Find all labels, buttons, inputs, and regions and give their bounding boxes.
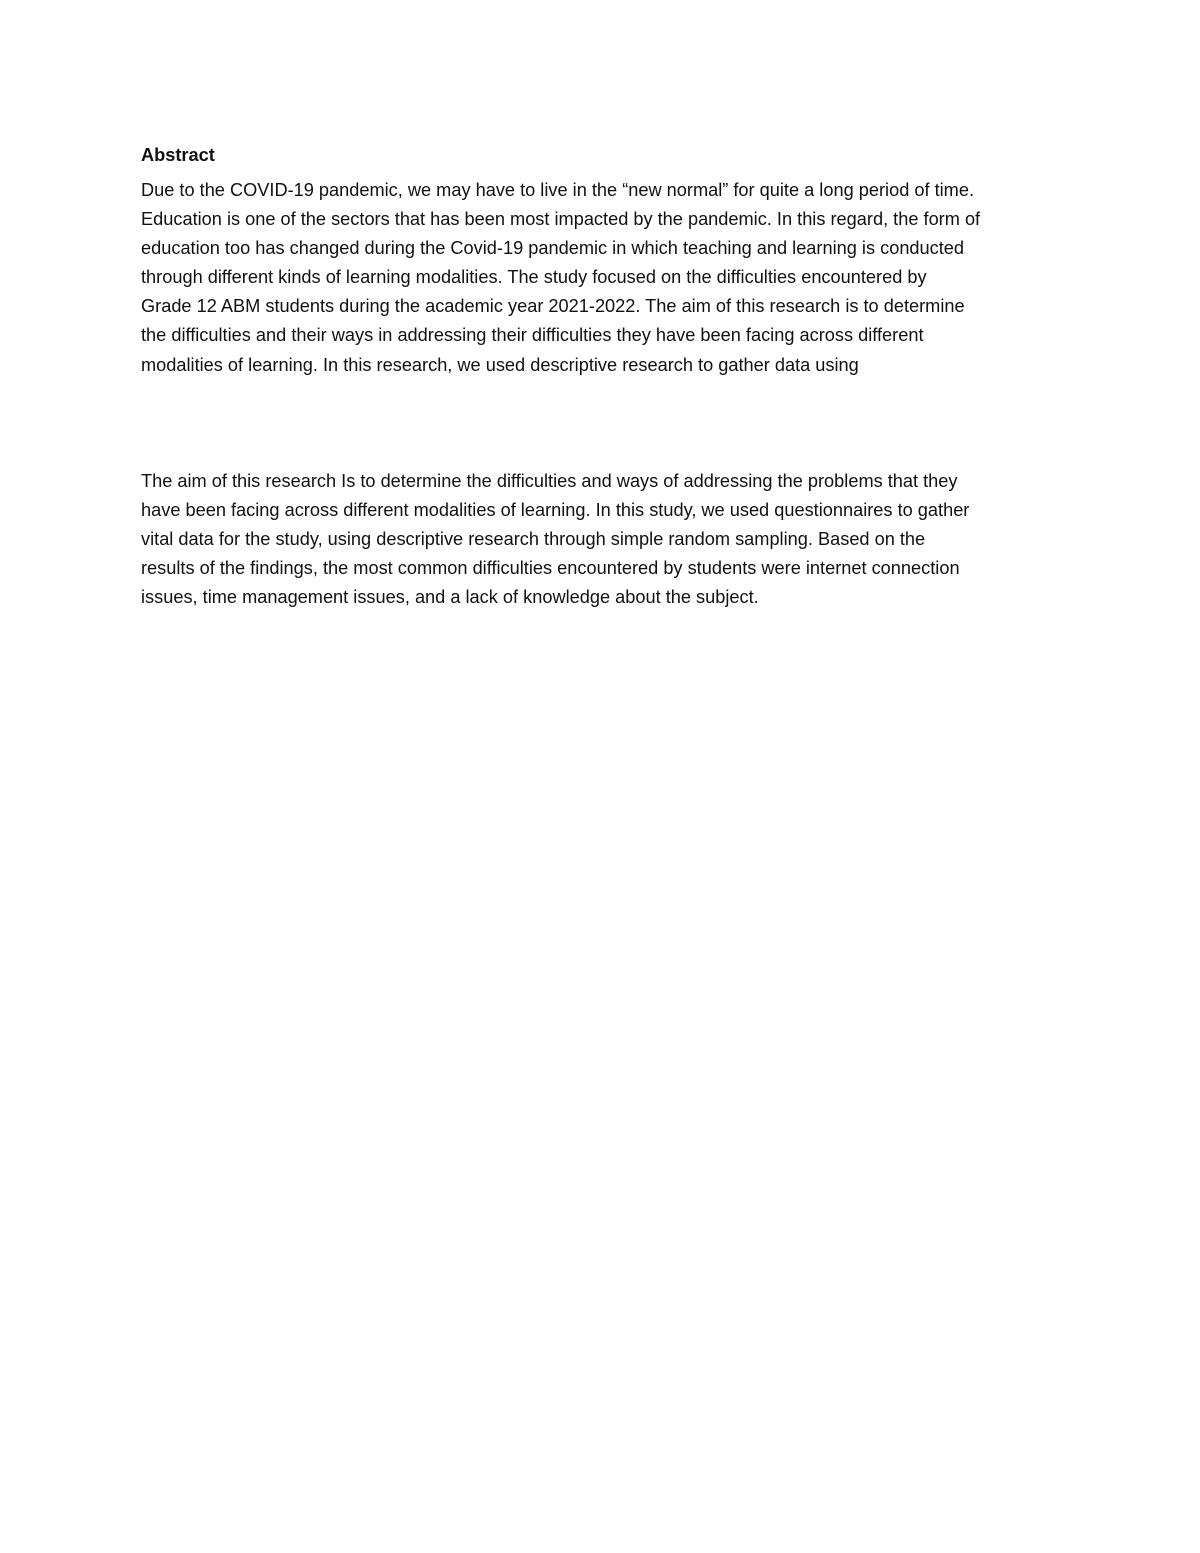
paragraph-line: modalities of learning. In this research, we used descriptive research to gather data using [141, 354, 859, 375]
paragraph-line: issues, time management issues, and a lack of knowledge about the subject. [141, 587, 759, 608]
paragraph-line: results of the findings, the most common difficulties encountered by students were internet connection [141, 557, 960, 578]
paragraph-line: the difficulties and their ways in addressing their difficulties they have been facing across different [141, 325, 924, 346]
paragraph-line: education too has changed during the Covid-19 pandemic in which teaching and learning is conducted [141, 238, 965, 259]
paragraph-line: Education is one of the sectors that has been most impacted by the pandemic. In this regard, the form of [141, 209, 981, 230]
paragraph-line: Due to the COVID-19 pandemic, we may have to live in the “new normal” for quite a long period of time. [141, 180, 974, 200]
paragraph-line: through different kinds of learning modalities. The study focused on the difficulties encountered by [141, 267, 927, 288]
abstract-paragraph-1 [141, 176, 1081, 380]
paragraph-spacer [141, 380, 1081, 467]
abstract-heading: Abstract [141, 145, 215, 165]
paragraph-line: Grade 12 ABM students during the academic year 2021-2022. The aim of this research is to determine [141, 296, 965, 317]
paragraph-line: have been facing across different modalities of learning. In this study, we used questionnaires to gather [141, 499, 970, 520]
paragraph-line: The aim of this research Is to determine the difficulties and ways of addressing the problems that they [141, 470, 958, 491]
abstract-paragraph-2 [141, 467, 1081, 612]
document-body [141, 140, 1081, 612]
paragraph-line: vital data for the study, using descriptive research through simple random sampling. Based on the [141, 528, 926, 549]
